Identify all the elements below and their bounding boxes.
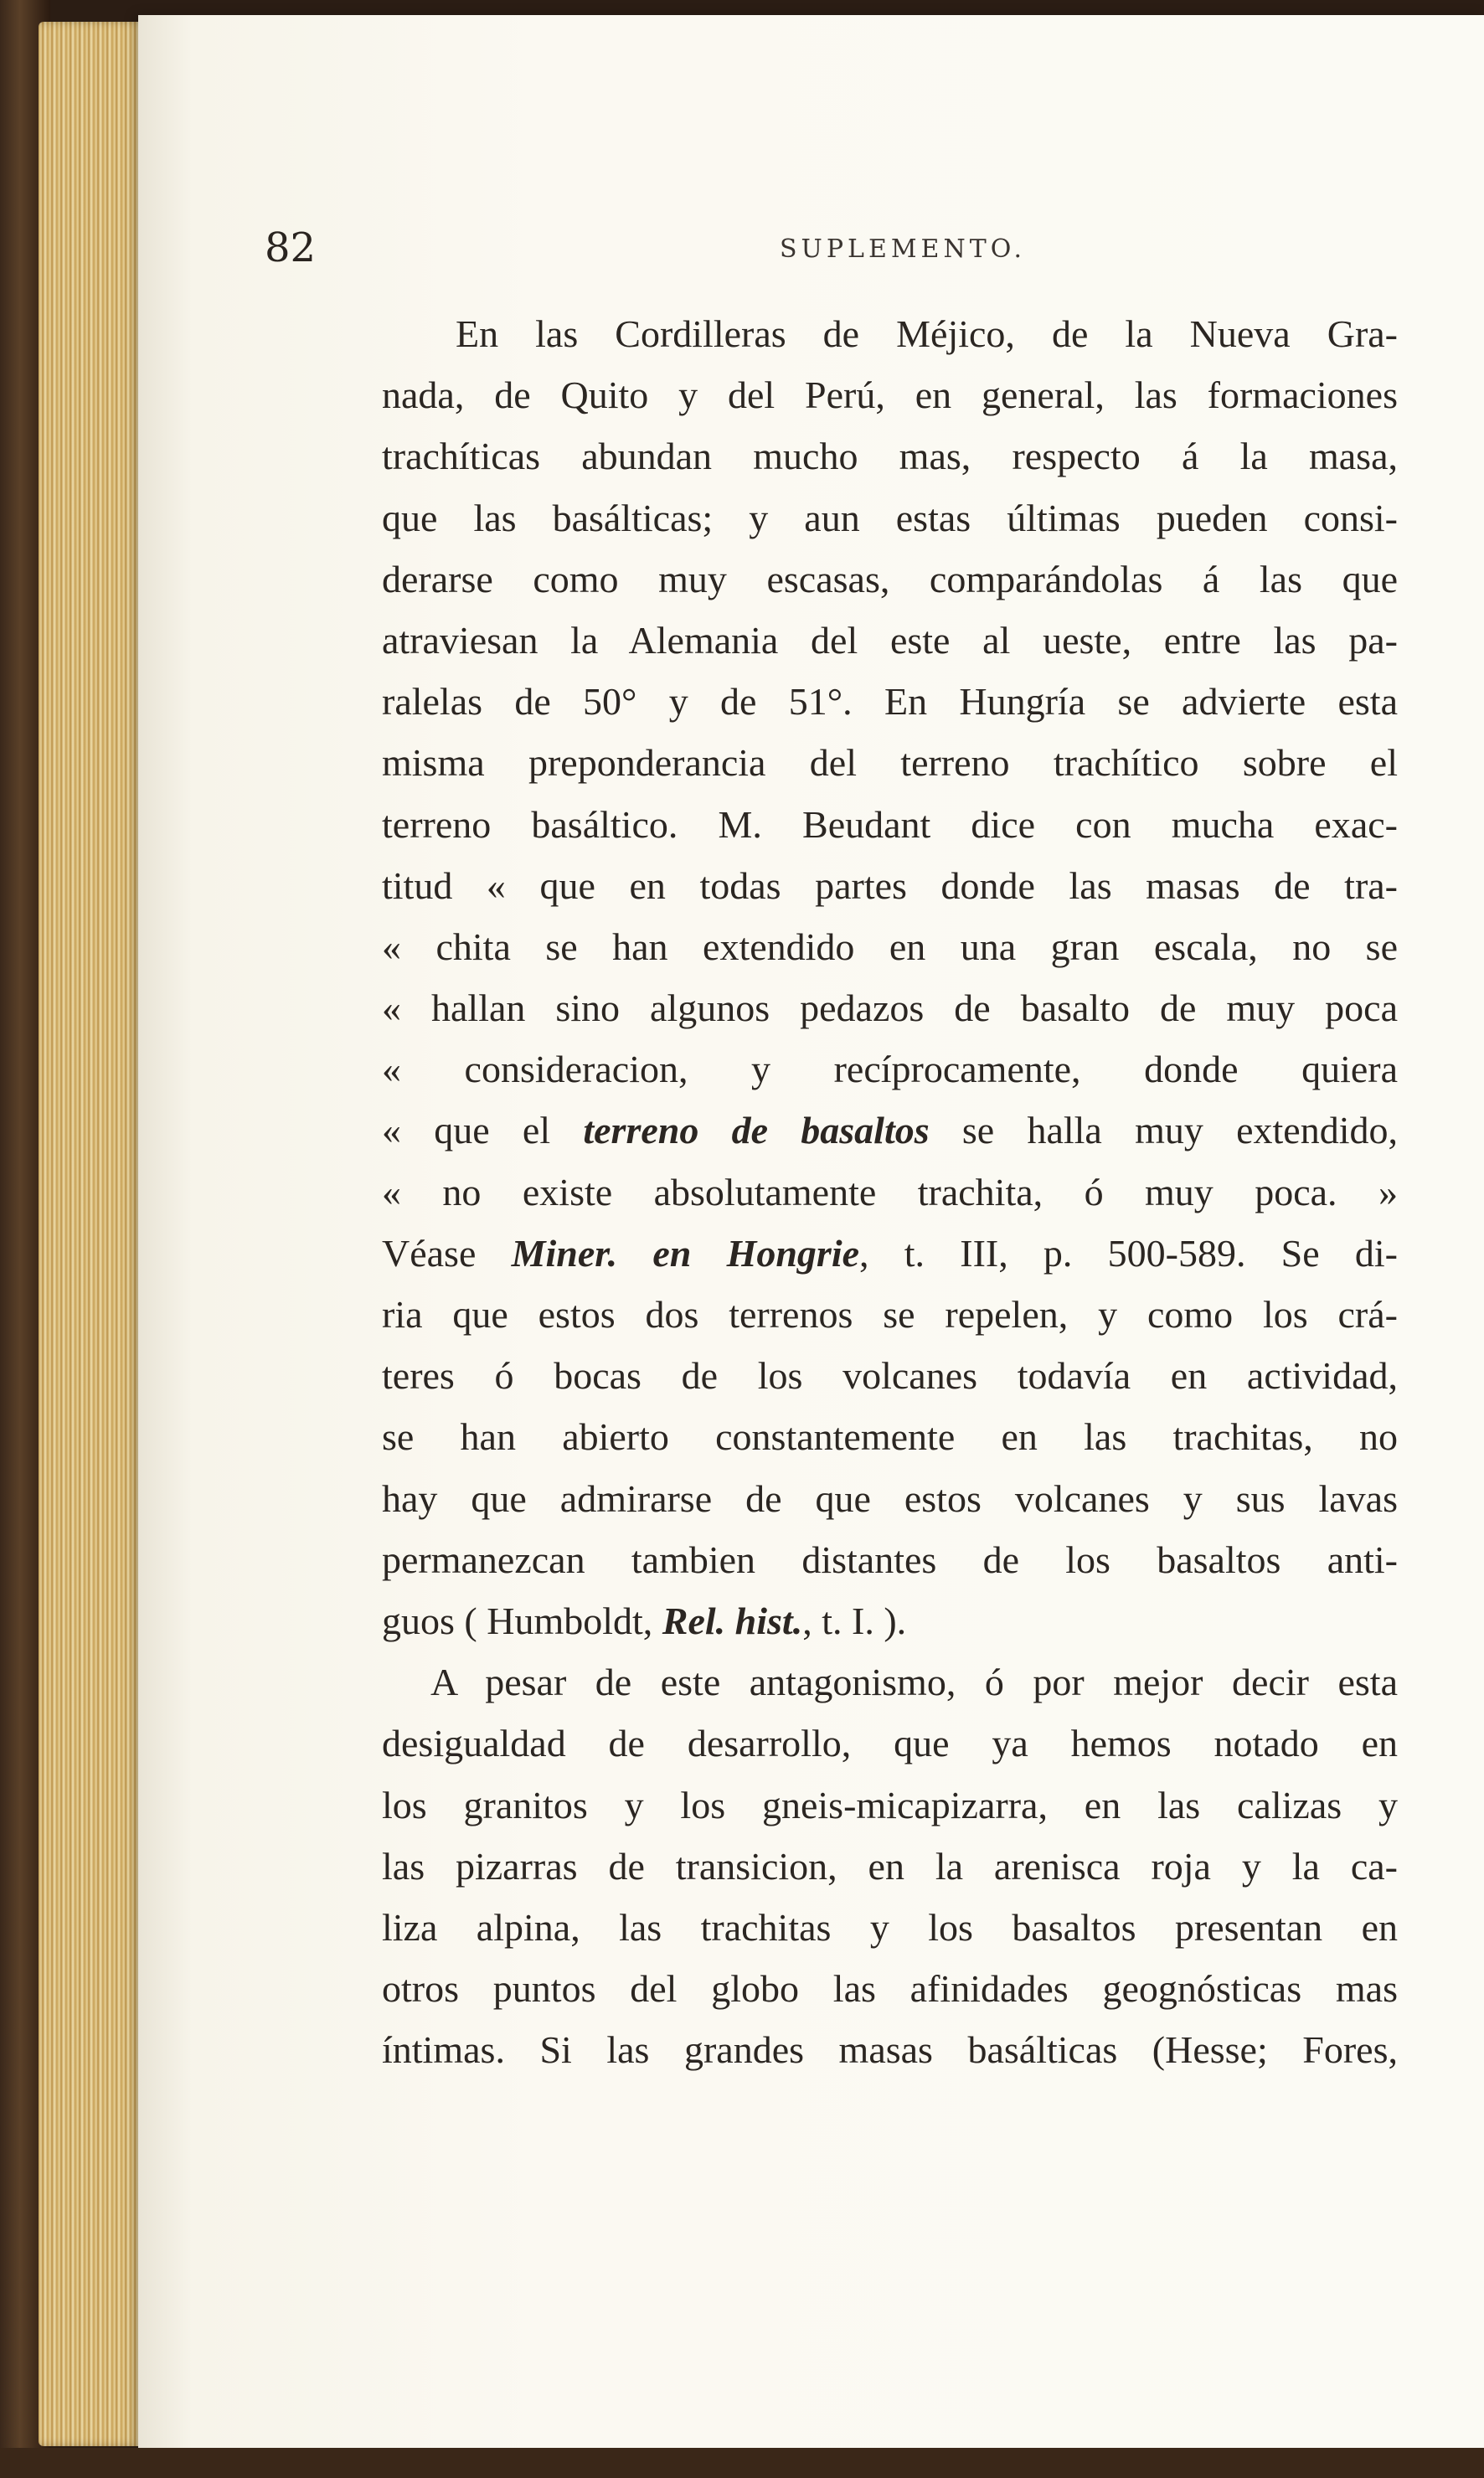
text-line: teres ó bocas de los volcanes todavía en actividad, (382, 1354, 1398, 1398)
text-line: derarse como muy escasas, comparándolas á las que (382, 557, 1398, 600)
text-line: se han abierto constantemente en las trachitas, no (382, 1415, 1398, 1459)
text-line: « no existe absolutamente trachita, ó muy poca. » (382, 1170, 1398, 1213)
text-line: terreno basáltico. M. Beudant dice con mucha exac- (382, 802, 1398, 846)
text-line: misma preponderancia del terreno trachítico sobre el (382, 741, 1398, 785)
italic-reference: Miner. en Hongrie (511, 1231, 860, 1275)
text-line: A pesar de este antagonismo, ó por mejor decir esta (430, 1661, 1398, 1704)
text-line: ralelas de 50° y de 51°. En Hungría se advierte esta (382, 680, 1398, 724)
text-line: titud « que en todas partes donde las masas de tra- (382, 863, 1398, 907)
text-line: liza alpina, las trachitas y los basaltos presentan en (382, 1905, 1398, 1949)
text-line: « consideracion, y recíprocamente, donde quiera (382, 1048, 1398, 1091)
text-line: « chita se han extendido en una gran escala, no se (382, 925, 1398, 968)
text-line: otros puntos del globo las afinidades geognósticas mas (382, 1967, 1398, 2011)
text-line: permanezcan tambien distantes de los basaltos anti- (382, 1538, 1398, 1581)
text-line: En las Cordilleras de Méjico, de la Nueva Gra- (456, 312, 1398, 355)
text-line: los granitos y los gneis-micapizarra, en las calizas y (382, 1783, 1398, 1826)
text-line: que las basálticas; y aun estas últimas pueden consi- (382, 496, 1398, 539)
page-number: 82 (265, 224, 317, 271)
page-stack-edge (39, 22, 147, 2446)
text-line: desigualdad de desarrollo, que ya hemos notado en (382, 1722, 1398, 1765)
text-line: Véase Miner. en Hongrie, t. III, p. 500-589. Se di- (382, 1231, 1398, 1275)
page-header (265, 224, 1412, 283)
text-line: guos ( Humboldt, Rel. hist., t. I. ). (382, 1599, 907, 1642)
text-line: las pizarras de transicion, en la arenisca roja y la ca- (382, 1844, 1398, 1888)
text-line: nada, de Quito y del Perú, en general, las formaciones (382, 374, 1398, 417)
running-head: SUPLEMENTO. (780, 234, 1027, 264)
book-bottom-edge (0, 2448, 1484, 2478)
italic-term: terreno de basaltos (583, 1109, 930, 1152)
italic-reference: Rel. hist. (662, 1599, 803, 1642)
text-line: « que el terreno de basaltos se halla muy extendido, (382, 1109, 1398, 1152)
text-line: ria que estos dos terrenos se repelen, y como los crá- (382, 1293, 1398, 1336)
text-line: atraviesan la Alemania del este al ueste, entre las pa- (382, 618, 1398, 662)
text-line: hay que admirarse de que estos volcanes y sus lavas (382, 1476, 1398, 1520)
text-line: íntimas. Si las grandes masas basálticas (Hesse; Fores, (382, 2028, 1398, 2072)
text-line: trachíticas abundan mucho mas, respecto á la masa, (382, 435, 1398, 478)
text-line: « hallan sino algunos pedazos de basalto de muy poca (382, 987, 1398, 1030)
body-text (382, 303, 1398, 2080)
